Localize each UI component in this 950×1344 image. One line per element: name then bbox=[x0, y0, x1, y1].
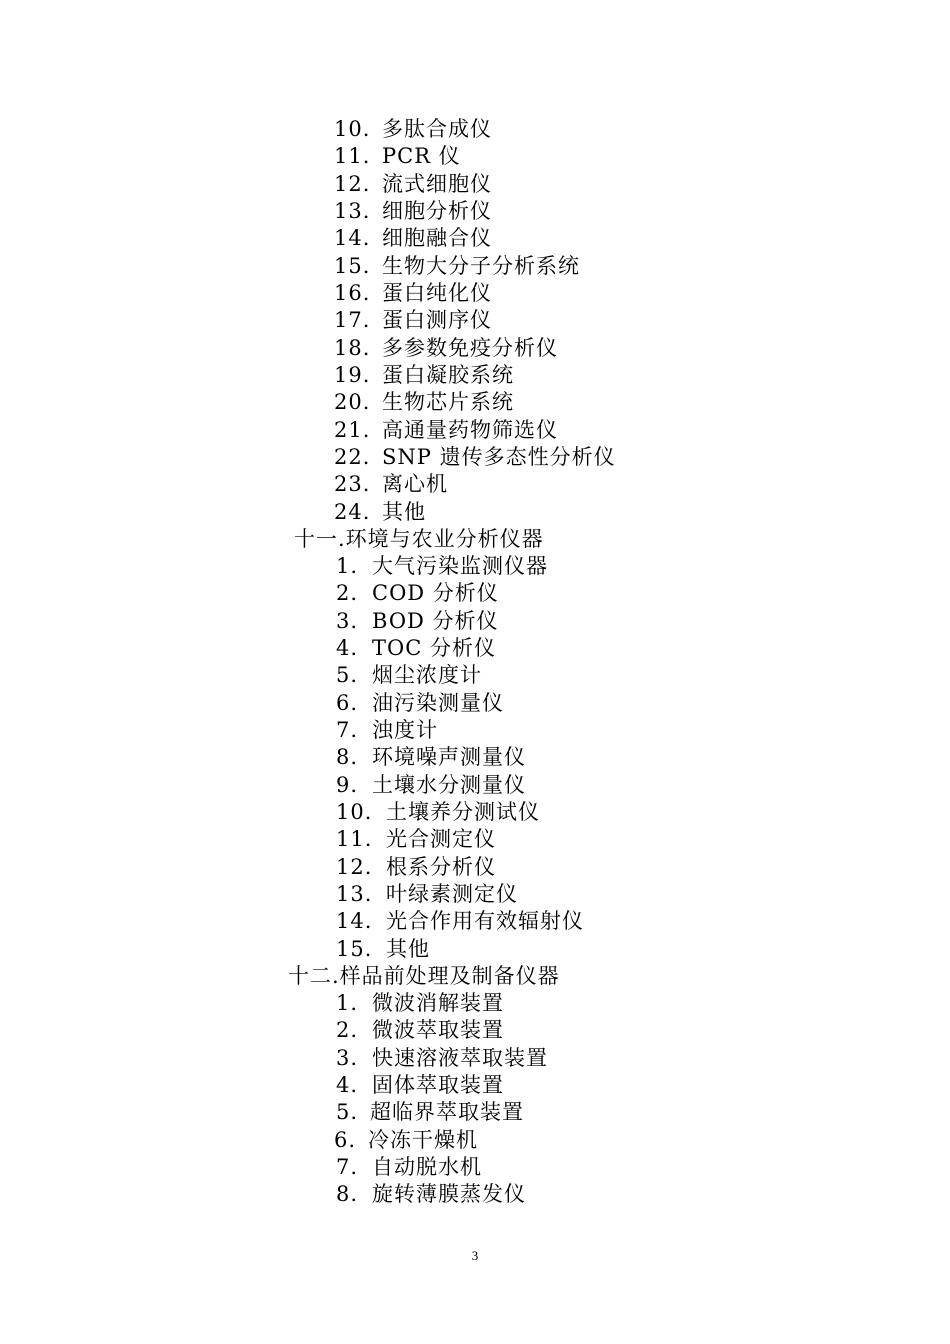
list-item: 11. 光合测定仪 bbox=[336, 827, 496, 851]
list-item: 17. 蛋白测序仪 bbox=[334, 308, 492, 332]
list-item: 10. 土壤养分测试仪 bbox=[336, 800, 540, 824]
list-item: 5. 超临界萃取装置 bbox=[336, 1100, 524, 1124]
list-item: 13. 细胞分析仪 bbox=[334, 199, 492, 223]
list-item: 15. 生物大分子分析系统 bbox=[334, 254, 580, 278]
list-item: 4. TOC 分析仪 bbox=[336, 636, 496, 660]
list-item: 15. 其他 bbox=[336, 937, 430, 961]
list-item: 10. 多肽合成仪 bbox=[334, 117, 492, 141]
section-heading: 十一.环境与农业分析仪器 bbox=[294, 527, 544, 551]
list-item: 14. 细胞融合仪 bbox=[334, 226, 492, 250]
list-item: 3. BOD 分析仪 bbox=[336, 609, 499, 633]
list-item: 6. 油污染测量仪 bbox=[336, 691, 504, 715]
list-item: 16. 蛋白纯化仪 bbox=[334, 281, 492, 305]
list-item: 2. COD 分析仪 bbox=[336, 581, 499, 605]
list-item: 21. 高通量药物筛选仪 bbox=[334, 418, 558, 442]
list-item: 5. 烟尘浓度计 bbox=[336, 663, 482, 687]
list-item: 19. 蛋白凝胶系统 bbox=[334, 363, 514, 387]
list-item: 7. 浊度计 bbox=[336, 718, 438, 742]
list-item: 14. 光合作用有效辐射仪 bbox=[336, 909, 584, 933]
list-item: 8. 旋转薄膜蒸发仪 bbox=[336, 1182, 526, 1206]
list-item: 24. 其他 bbox=[334, 500, 426, 524]
list-item: 4. 固体萃取装置 bbox=[336, 1073, 504, 1097]
list-item: 9. 土壤水分测量仪 bbox=[336, 773, 526, 797]
list-item: 13. 叶绿素测定仪 bbox=[336, 882, 518, 906]
page-number: 3 bbox=[471, 1248, 479, 1263]
list-item: 18. 多参数免疫分析仪 bbox=[334, 336, 558, 360]
list-item: 12. 根系分析仪 bbox=[336, 855, 496, 879]
list-item: 3. 快速溶液萃取装置 bbox=[336, 1046, 548, 1070]
section-heading: 十二.样品前处理及制备仪器 bbox=[288, 964, 560, 988]
list-item: 12. 流式细胞仪 bbox=[334, 172, 492, 196]
list-item: 7. 自动脱水机 bbox=[336, 1155, 482, 1179]
list-item: 1. 微波消解装置 bbox=[336, 991, 504, 1015]
list-item: 11. PCR 仪 bbox=[334, 144, 461, 168]
list-item: 22. SNP 遗传多态性分析仪 bbox=[334, 445, 616, 469]
list-item: 8. 环境噪声测量仪 bbox=[336, 745, 526, 769]
list-item: 6. 冷冻干燥机 bbox=[334, 1128, 478, 1152]
list-item: 2. 微波萃取装置 bbox=[336, 1018, 504, 1042]
list-item: 20. 生物芯片系统 bbox=[334, 390, 514, 414]
list-item: 1. 大气污染监测仪器 bbox=[336, 554, 548, 578]
list-item: 23. 离心机 bbox=[334, 472, 448, 496]
